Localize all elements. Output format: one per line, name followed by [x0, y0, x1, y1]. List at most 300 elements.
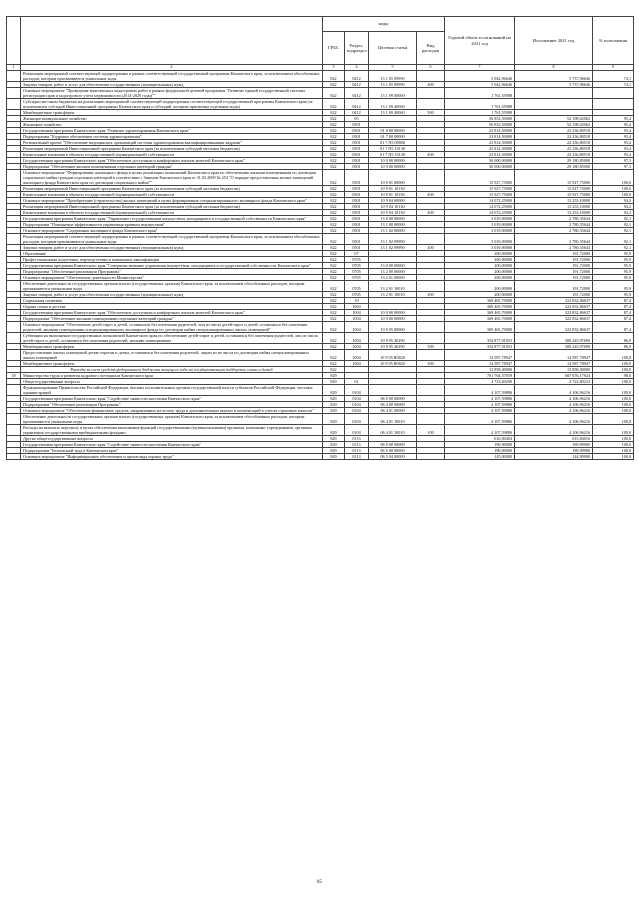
row-execution: 29 180,85000	[515, 163, 593, 169]
row-section: 0113	[345, 435, 369, 441]
row-target-article: 13 1 09 40060	[369, 109, 417, 115]
row-grbs: 829	[323, 435, 345, 441]
row-percent: 92,1	[593, 215, 634, 221]
row-percent: 100,0	[593, 378, 634, 384]
row-name: Реализация мероприятий соответствующей подпрограммы в рамках соответствующей государственной программы Камчатского края, за исключением обособленных расходов, которым присваиваются уникальные коды	[21, 233, 323, 244]
row-execution	[515, 98, 593, 109]
row-name: Закупка товаров, работ и услуг для обеспечения государственных (муниципальных) нужд	[21, 81, 323, 87]
row-percent: 93,4	[593, 139, 634, 145]
table-row	[7, 321, 634, 332]
row-section: 0501	[345, 139, 369, 145]
row-budget-volume: 14 587,78947	[445, 360, 515, 366]
row-execution: 191,72000	[515, 291, 593, 297]
row-grbs: 829	[323, 453, 345, 459]
row-grbs: 822	[323, 70, 345, 81]
row-target-article: 06 4 01 00000	[369, 407, 417, 413]
row-percent: 87,4	[593, 321, 634, 332]
row-section: 1004	[345, 332, 369, 343]
row-grbs: 822	[323, 133, 345, 139]
row-target-article: 13 1 02 09990	[369, 233, 417, 244]
row-grbs: 822	[323, 303, 345, 309]
row-execution: 4 722,80232	[515, 378, 593, 384]
row-percent: 86,9	[593, 332, 634, 343]
table-row	[7, 233, 634, 244]
row-percent: 100,0	[593, 185, 634, 191]
row-name: Обеспечение деятельности государственных органов власти (государственных органов) Камчатского края, за исключением обособленных расходов, которым присваиваются уникальные коды	[21, 280, 323, 291]
row-section: 07	[345, 250, 369, 256]
row-expense-type: 500	[417, 109, 445, 115]
header-section: Раздел, подраздел	[345, 32, 369, 65]
row-budget-volume: 200,00000	[445, 256, 515, 262]
row-expense-type	[417, 98, 445, 109]
row-grbs: 822	[323, 262, 345, 268]
row-percent: 95,9	[593, 262, 634, 268]
row-section: 0705	[345, 280, 369, 291]
row-name: Реализация мероприятий Инвестиционной программы Камчатского края (за исключением субсидий местным бюджетам)	[21, 185, 323, 191]
row-target-article: 06 5 00 00000	[369, 447, 417, 453]
header-exp-type: Вид расходов	[417, 32, 445, 65]
row-budget-volume: 701 764,57659	[445, 372, 515, 378]
row-budget-volume: 56 833,50000	[445, 115, 515, 121]
row-name: Основное мероприятие "Формирование жилищного фонда в целях реализации полномочий Камчатского края по обеспечению жилыми помещениями по договорам социального найма граждан отдельных категорий в соответствии с Законом Камчатского края от 31.03.2009 № 253 "О порядке предоставления жилых помещений жилищного фонда Камчатского края по договорам социального найма""	[21, 169, 323, 185]
row-percent: 93,4	[593, 145, 634, 151]
row-section: 0501	[345, 145, 369, 151]
row-name: Подпрограмма "Безопасный труд в Камчатском крае"	[21, 447, 323, 453]
row-target-article: 13 2 01 00000	[369, 274, 417, 280]
row-grbs: 822	[323, 203, 345, 209]
header-name	[21, 17, 323, 65]
row-percent: 100,0	[593, 191, 634, 197]
row-execution: 308 245,07690	[515, 343, 593, 349]
row-budget-volume: 145,00000	[445, 453, 515, 459]
row-budget-volume: 15 927,75000	[445, 191, 515, 197]
row-target-article	[369, 384, 417, 395]
row-name: Жилищно-коммунальное хозяйство	[21, 115, 323, 121]
row-target-article: 10 9 05 R0820	[369, 360, 417, 366]
row-name: Социальная политика	[21, 297, 323, 303]
row-grbs: 829	[323, 372, 345, 378]
row-section: 1004	[345, 309, 369, 315]
row-number	[7, 321, 21, 332]
row-target-article: 06 4 00 00000	[369, 401, 417, 407]
row-target-article: 06 4 01 10010	[369, 413, 417, 424]
row-budget-volume: 4 107,59886	[445, 407, 515, 413]
row-expense-type	[417, 413, 445, 424]
row-grbs: 822	[323, 343, 345, 349]
row-expense-type	[417, 233, 445, 244]
row-grbs: 822	[323, 109, 345, 115]
row-percent: 95,4	[593, 121, 634, 127]
row-expense-type: 500	[417, 360, 445, 366]
index-cell: 6	[417, 65, 445, 71]
row-target-article: 10 9 00 00000	[369, 315, 417, 321]
row-name: Функционирование Правительства Российской Федерации, высших исполнительных органов государственной власти субъектов Российской Федерации, местных администраций	[21, 384, 323, 395]
row-target-article: 13 1 02 09990	[369, 244, 417, 250]
row-name: Подпрограмма "Обеспечение жилыми помещениями отдельных категорий граждан"	[21, 315, 323, 321]
row-section: 0501	[345, 209, 369, 215]
row-grbs: 822	[323, 185, 345, 191]
row-grbs: 822	[323, 360, 345, 366]
row-grbs: 822	[323, 309, 345, 315]
row-grbs: 822	[323, 250, 345, 256]
row-execution: 189,99900	[515, 441, 593, 447]
row-name: Региональный проект "Обеспечение медицинских организаций системы здравоохранения квалифицированными кадрами"	[21, 139, 323, 145]
row-section: 0113	[345, 447, 369, 453]
row-budget-volume: 200,00000	[445, 250, 515, 256]
row-name: Подпрограмма "Обеспечение реализации Программы"	[21, 268, 323, 274]
row-section: 0501	[345, 227, 369, 233]
row-percent: 74,1	[593, 81, 634, 87]
row-execution: 15 927,75000	[515, 169, 593, 185]
row-execution: 2 780,35644	[515, 233, 593, 244]
row-name: Подпрограмма "Повышение эффективности управления краевым имуществом"	[21, 221, 323, 227]
row-budget-volume: 1 761,55988	[445, 87, 515, 98]
row-grbs: 822	[323, 221, 345, 227]
row-grbs: 822	[323, 87, 345, 98]
row-execution: 191,72000	[515, 250, 593, 256]
row-section: 0705	[345, 268, 369, 274]
row-budget-volume: 200,00000	[445, 280, 515, 291]
row-percent: 93,4	[593, 151, 634, 157]
row-name: Государственная программа Камчатского края "Содействие занятости населения Камчатского края"	[21, 395, 323, 401]
row-section: 1004	[345, 303, 369, 309]
index-cell: 2	[21, 65, 323, 71]
row-section: 1004	[345, 343, 369, 349]
row-budget-volume: 4 107,59886	[445, 424, 515, 435]
row-section: 0104	[345, 407, 369, 413]
row-budget-volume: 14 072,25000	[445, 209, 515, 215]
row-name: Подпрограмма "Кадровое обеспечение системы здравоохранения"	[21, 133, 323, 139]
row-execution: 4 106,96216	[515, 413, 593, 424]
row-grbs: 822	[323, 169, 345, 185]
row-budget-volume: 354 877,91053	[445, 343, 515, 349]
row-percent: 94,2	[593, 203, 634, 209]
row-execution: 14 587,78947	[515, 349, 593, 360]
row-percent	[593, 87, 634, 98]
row-percent: 87,4	[593, 303, 634, 309]
row-execution: 54 198,02062	[515, 115, 593, 121]
row-target-article: 10 9 05 40290	[369, 343, 417, 349]
row-name: Государственная программа Камчатского края "Обеспечение доступным и комфортным жильем жителей Камчатского края"	[21, 309, 323, 315]
row-budget-volume: 30 000,00000	[445, 157, 515, 163]
table-row	[7, 280, 634, 291]
row-execution: 13 253,10000	[515, 203, 593, 209]
row-budget-volume: 190,00000	[445, 441, 515, 447]
row-percent: 92,1	[593, 244, 634, 250]
row-percent	[593, 98, 634, 109]
row-budget-volume: 354 877,91053	[445, 332, 515, 343]
row-name: Государственная программа Камчатского края "Содействие занятости населения Камчатского края"	[21, 441, 323, 447]
row-target-article: 10 9 05 R0820	[369, 349, 417, 360]
row-percent: 95,9	[593, 268, 634, 274]
row-budget-volume: 13 858,40000	[445, 366, 515, 372]
row-budget-volume: 23 814,50000	[445, 145, 515, 151]
row-execution: 22 236,80518	[515, 145, 593, 151]
row-section: 0412	[345, 98, 369, 109]
row-grbs: 822	[323, 191, 345, 197]
row-percent: 93,4	[593, 127, 634, 133]
row-section: 1004	[345, 349, 369, 360]
row-grbs: 822	[323, 291, 345, 297]
row-execution: 3 737,96646	[515, 81, 593, 87]
row-name: Государственная программа Камчатского края "Совершенствование управления имуществом, находящимся в государственной собственности Камчатского края"	[21, 262, 323, 268]
table-row	[7, 169, 634, 185]
row-section: 0501	[345, 157, 369, 163]
row-budget-volume: 23 814,50000	[445, 151, 515, 157]
row-section: 0501	[345, 203, 369, 209]
table-row	[7, 349, 634, 360]
row-target-article: 10 9 01 00000	[369, 169, 417, 185]
row-section: 1004	[345, 360, 369, 366]
row-budget-volume: 15 927,75000	[445, 185, 515, 191]
row-number	[7, 349, 21, 360]
row-name: Закупка товаров, работ и услуг для обеспечения государственных (муниципальных) нужд	[21, 291, 323, 297]
row-percent: 92,1	[593, 221, 634, 227]
row-grbs: 829	[323, 441, 345, 447]
row-expense-type: 200	[417, 244, 445, 250]
row-expense-type: 100	[417, 424, 445, 435]
row-grbs: 822	[323, 115, 345, 121]
row-grbs: 829	[323, 407, 345, 413]
row-target-article: 10 9 04 10130	[369, 209, 417, 215]
row-percent: 100,0	[593, 413, 634, 424]
row-percent: 92,1	[593, 233, 634, 244]
header-num	[7, 17, 21, 65]
row-name: Профессиональная подготовка, переподготовка и повышение квалификации	[21, 256, 323, 262]
row-budget-volume: 200,00000	[445, 268, 515, 274]
row-percent: 100,0	[593, 401, 634, 407]
row-section: 01	[345, 378, 369, 384]
row-target-article: 13 2 00 00000	[369, 268, 417, 274]
row-budget-volume: 369 465,70000	[445, 309, 515, 315]
row-execution: 15 927,75000	[515, 191, 593, 197]
row-execution: 191,72000	[515, 256, 593, 262]
row-target-article: 01 7 N5 10130	[369, 145, 417, 151]
row-grbs: 822	[323, 227, 345, 233]
row-name: Министерство труда и развития кадрового потенциала Камчатского края	[21, 372, 323, 378]
header-row-1	[7, 17, 634, 32]
row-target-article: 06 0 00 00000	[369, 441, 417, 447]
row-name: Другие общегосударственные вопросы	[21, 435, 323, 441]
row-target-article: 10 9 05 00000	[369, 321, 417, 332]
row-grbs: 822	[323, 268, 345, 274]
row-number	[7, 413, 21, 424]
row-section: 10	[345, 297, 369, 303]
row-section: 0104	[345, 384, 369, 395]
row-name: Обеспечение деятельности государственных органов власти (государственных органов) Камчатского края, за исключением обособленных расходов, которым присваиваются уникальные коды	[21, 413, 323, 424]
row-budget-volume: 4 107,59886	[445, 395, 515, 401]
row-section: 0113	[345, 453, 369, 459]
row-section: 0501	[345, 163, 369, 169]
row-section: 0104	[345, 401, 369, 407]
row-percent: 100,0	[593, 366, 634, 372]
row-name: Основное мероприятие "Проведение комплексных кадастровых работ в рамках федеральной целевой программы "Развитие единой государственной системы регистрации прав и кадастрового учета недвижимости (2014-2020 годы)""	[21, 87, 323, 98]
row-percent: 100,0	[593, 395, 634, 401]
row-percent: 86,9	[593, 343, 634, 349]
row-number	[7, 87, 21, 98]
row-execution: 14 587,78947	[515, 360, 593, 366]
row-number	[7, 332, 21, 343]
row-name: Предоставление жилых помещений детям-сиротам и детям, оставшимся без попечения родителей, лицам из их числа по договорам найма специализированных жилых помещений	[21, 349, 323, 360]
row-target-article: 13 1 00 00000	[369, 221, 417, 227]
row-execution: 189,99900	[515, 447, 593, 453]
row-grbs: 822	[323, 209, 345, 215]
row-name: Межбюджетные трансферты	[21, 109, 323, 115]
row-section: 0104	[345, 395, 369, 401]
row-grbs: 829	[323, 424, 345, 435]
row-execution: 2 780,35644	[515, 215, 593, 221]
row-section: 0705	[345, 262, 369, 268]
row-name: Основное мероприятие "Содержание жилищного фонда Камчатского края"	[21, 227, 323, 233]
row-budget-volume: 369 465,70000	[445, 315, 515, 321]
row-grbs: 822	[323, 280, 345, 291]
table-row	[7, 87, 634, 98]
row-grbs: 822	[323, 98, 345, 109]
row-target-article: 01 7 N5 00000	[369, 139, 417, 145]
row-expense-type	[417, 453, 445, 459]
row-name: Государственная программа Камчатского края "Развитие здравоохранения Камчатского края"	[21, 127, 323, 133]
row-grbs: 822	[323, 315, 345, 321]
row-execution: 191,72000	[515, 274, 593, 280]
row-budget-volume: 23 814,50000	[445, 127, 515, 133]
row-section: 0501	[345, 221, 369, 227]
row-execution: 615,84016	[515, 435, 593, 441]
row-execution: 4 106,96216	[515, 424, 593, 435]
row-execution: 22 236,80518	[515, 151, 593, 157]
row-percent: 97,3	[593, 163, 634, 169]
row-execution: 2 780,35644	[515, 221, 593, 227]
row-name: Расходы за счет средств федерального бюджета текущего года на государственную поддержку семьи и детей	[21, 366, 323, 372]
row-execution: 13 253,10000	[515, 197, 593, 203]
row-target-article: 06 0 00 00000	[369, 395, 417, 401]
table-body	[7, 70, 634, 459]
row-section: 0501	[345, 169, 369, 185]
row-budget-volume: 3 019,00000	[445, 244, 515, 250]
row-section: 0501	[345, 127, 369, 133]
row-percent: 100,0	[593, 384, 634, 395]
header-grbs: ГРБС	[323, 32, 345, 65]
row-name: Подпрограмма "Обеспечение жильем помещениями отдельных категорий граждан"	[21, 163, 323, 169]
row-number	[7, 70, 21, 81]
row-target-article: 13 1 05 09990	[369, 81, 417, 87]
row-expense-type: 200	[417, 81, 445, 87]
row-percent: 100,0	[593, 407, 634, 413]
row-target-article: 10 0 00 00000	[369, 309, 417, 315]
row-expense-type	[417, 332, 445, 343]
row-number	[7, 169, 21, 185]
index-cell: 7	[445, 65, 515, 71]
row-target-article: 10 9 01 10130	[369, 191, 417, 197]
row-percent: 94,2	[593, 197, 634, 203]
row-expense-type	[417, 349, 445, 360]
row-section: 1004	[345, 315, 369, 321]
row-target-article: 10 9 04 00000	[369, 197, 417, 203]
row-execution: 29 180,85000	[515, 157, 593, 163]
row-grbs: 829	[323, 378, 345, 384]
row-execution: 308 245,07690	[515, 332, 593, 343]
row-grbs: 829	[323, 447, 345, 453]
row-section: 0501	[345, 233, 369, 244]
row-expense-type	[417, 280, 445, 291]
row-name: Основное мероприятие "Обеспечение деятельности Министерства"	[21, 274, 323, 280]
row-execution: 13 253,10000	[515, 209, 593, 215]
row-grbs: 822	[323, 321, 345, 332]
header-percent: % исполнения	[593, 17, 634, 65]
row-section: 0104	[345, 424, 369, 435]
row-number	[7, 280, 21, 291]
row-grbs: 822	[323, 297, 345, 303]
row-grbs: 822	[323, 274, 345, 280]
row-percent: 94,2	[593, 209, 634, 215]
row-section: 0705	[345, 256, 369, 262]
row-name: Закупка товаров, работ и услуг для обеспечения государственных (муниципальных) нужд	[21, 244, 323, 250]
row-percent: 93,4	[593, 133, 634, 139]
row-execution: 687 876,17924	[515, 372, 593, 378]
row-target-article: 06 5 04 00000	[369, 453, 417, 459]
row-percent: 98,0	[593, 372, 634, 378]
row-target-article: 13 1 05 09990	[369, 70, 417, 81]
row-grbs: 822	[323, 139, 345, 145]
row-grbs: 829	[323, 384, 345, 395]
row-expense-type	[417, 70, 445, 81]
row-budget-volume: 369 465,70000	[445, 303, 515, 309]
row-grbs: 822	[323, 332, 345, 343]
row-number	[7, 424, 21, 435]
row-execution: 191,72000	[515, 262, 593, 268]
row-number	[7, 453, 21, 459]
row-budget-volume: 3 019,00000	[445, 233, 515, 244]
row-budget-volume: 30 000,00000	[445, 163, 515, 169]
row-grbs: 822	[323, 163, 345, 169]
row-budget-volume: 15 927,75000	[445, 169, 515, 185]
index-cell: 8	[515, 65, 593, 71]
table-row	[7, 70, 634, 81]
row-target-article: 13 1 02 00000	[369, 227, 417, 233]
table-row	[7, 332, 634, 343]
row-name: Жилищное хозяйство	[21, 121, 323, 127]
row-grbs: 822	[323, 157, 345, 163]
row-execution	[515, 87, 593, 98]
header-budget-volume: Годовой объем ассигнований на 2021 год	[445, 17, 515, 65]
row-target-article: 06 4 01 10010	[369, 424, 417, 435]
row-target-article: 13 2 01 10010	[369, 291, 417, 297]
row-percent: 87,4	[593, 297, 634, 303]
row-section: 0501	[345, 215, 369, 221]
row-execution: 322 832,86637	[515, 321, 593, 332]
row-section: 0501	[345, 185, 369, 191]
row-section: 05	[345, 115, 369, 121]
row-percent: 100,0	[593, 435, 634, 441]
row-section: 1004	[345, 321, 369, 332]
row-name: Основное мероприятие "Приобретение (строительство) жилых помещений в целях формирования специализированного жилищного фонда Камчатского края"	[21, 197, 323, 203]
row-grbs: 822	[323, 197, 345, 203]
row-section: 0412	[345, 109, 369, 115]
row-percent: 100,0	[593, 349, 634, 360]
row-name: Образование	[21, 250, 323, 256]
row-target-article: 10 9 04 10130	[369, 203, 417, 209]
row-execution: 4 106,96216	[515, 395, 593, 401]
row-name: Основное мероприятие "Информационное обеспечение и пропаганда охраны труда"	[21, 453, 323, 459]
row-grbs: 829	[323, 395, 345, 401]
row-name: Реализация мероприятий Инвестиционной программы Камчатского края (за исключением субсидий местным бюджетам)	[21, 203, 323, 209]
row-target-article: 10 9 01 10130	[369, 185, 417, 191]
row-grbs: 822	[323, 121, 345, 127]
row-name: Межбюджетные трансферты	[21, 360, 323, 366]
row-name: Субвенции на выполнение государственных полномочий Камчатского края по обеспечению детей-сирот и детей, оставшихся без попечения родителей, лиц из числа детей-сирот и детей, оставшихся без попечения родителей, жилыми помещениями	[21, 332, 323, 343]
row-section: 0705	[345, 291, 369, 297]
row-percent: 92,1	[593, 227, 634, 233]
row-name: Расходы на выплаты персоналу в целях обеспечения выполнения функций государственными (муниципальными) органами, казенными учреждениями, органами управления государственными внебюджетными фондами	[21, 424, 323, 435]
